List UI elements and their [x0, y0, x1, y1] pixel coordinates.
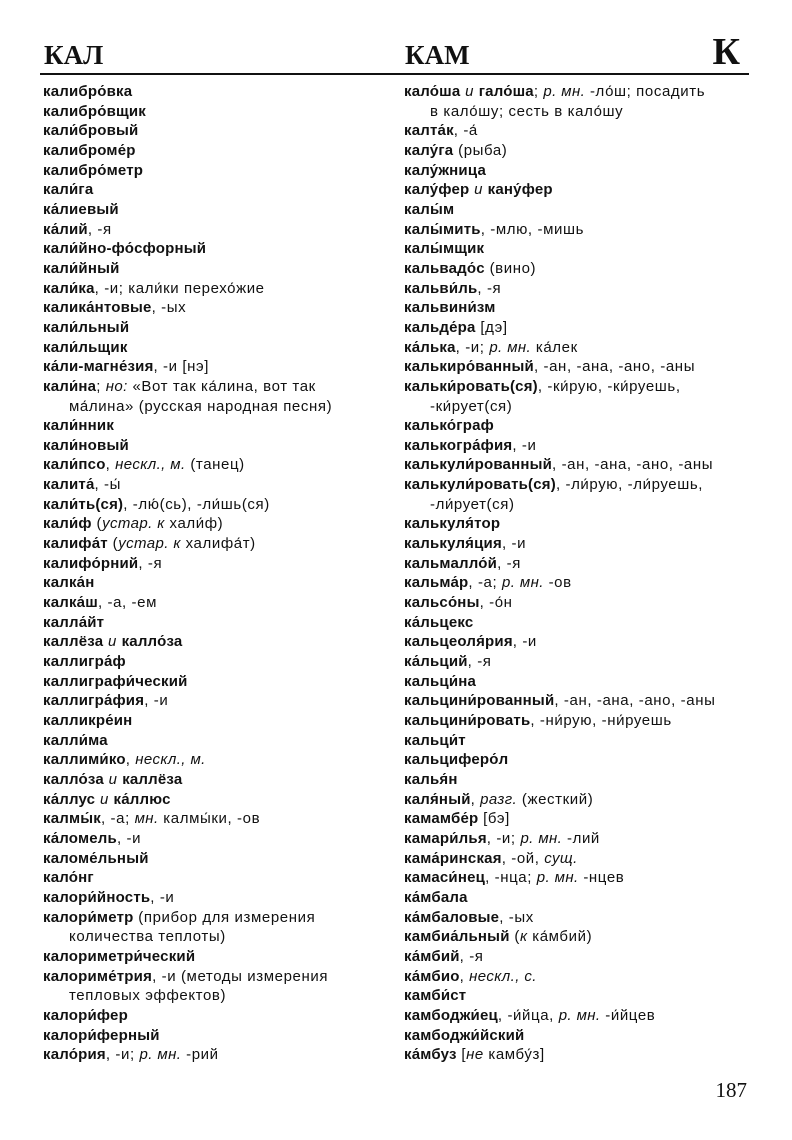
- headword: кальмалло́й: [404, 554, 498, 572]
- entry-text: «Вот так ка́лина, вот так: [127, 377, 316, 395]
- grammar-label: и: [108, 633, 117, 651]
- dictionary-entry: [43, 790, 393, 810]
- headword: кальцеоля́рия: [404, 633, 513, 651]
- entry-text: , -я: [467, 653, 492, 671]
- headword: кали́льный: [43, 318, 130, 336]
- dictionary-entry: [43, 121, 393, 141]
- entry-text: тепловых эффектов): [69, 987, 227, 1005]
- entry-text: , -и: [116, 829, 142, 847]
- grammar-label: нескл., м.: [115, 456, 186, 474]
- grammar-label: р. мн.: [536, 869, 579, 887]
- entry-text: халифа́т): [180, 535, 256, 553]
- headword: камбоджи́йский: [404, 1026, 525, 1044]
- headword: калли́ма: [43, 731, 108, 749]
- entry-text: , -ан, -ана, -ано, -аны: [552, 456, 714, 474]
- entry-text: -лий: [562, 829, 600, 847]
- dictionary-entry: [43, 102, 393, 122]
- entry-text: ;: [533, 83, 544, 100]
- entry-text: ;: [96, 377, 106, 395]
- dictionary-entry: [404, 180, 754, 200]
- entry-text: , -и [нэ]: [153, 358, 210, 376]
- entry-text: , -ой,: [501, 849, 545, 867]
- grammar-label: устар. к: [118, 535, 181, 553]
- headword: калика́нтовые: [43, 299, 152, 317]
- headword: кало́ша: [404, 83, 461, 100]
- headword: камби́ст: [404, 987, 467, 1005]
- entry-text: -ов: [543, 574, 572, 592]
- entry-text: , -ан, -ана, -ано, -аны: [533, 358, 696, 376]
- dictionary-entry: [43, 161, 393, 181]
- headword: гало́ша: [478, 83, 534, 100]
- headword: ка́ллус: [43, 790, 96, 808]
- headword: ка́мбий: [404, 947, 460, 965]
- headword: калу́жница: [404, 161, 486, 179]
- entry-text: , -я: [138, 554, 163, 572]
- headword: кальвадо́с: [404, 259, 485, 277]
- headword: каломе́льный: [43, 849, 149, 867]
- dictionary-entry: [404, 259, 754, 279]
- headword: кальде́ра: [404, 318, 476, 336]
- entry-text: , -я: [459, 947, 484, 965]
- entry-text: , -и;: [486, 829, 521, 847]
- headword: каллими́ко: [43, 751, 126, 769]
- entry-text: , -и (методы измерения: [152, 967, 329, 985]
- entry-text: камбу́з]: [483, 1046, 545, 1064]
- entry-text: -ло́ш; посадить: [585, 83, 706, 100]
- dictionary-entry: [43, 220, 393, 240]
- headword: калы́мить: [404, 220, 481, 238]
- dictionary-entry: [43, 1026, 393, 1046]
- dictionary-entry: [43, 632, 393, 652]
- dictionary-entry: [404, 750, 754, 770]
- dictionary-entry: [404, 573, 754, 593]
- dictionary-entry: [404, 849, 754, 869]
- dictionary-entry: [43, 849, 393, 869]
- dictionary-entry: [43, 298, 393, 318]
- entry-text: ,: [105, 456, 116, 474]
- dictionary-entry: [404, 161, 754, 181]
- entry-text: (рыба): [453, 141, 508, 159]
- headword: кали́йно-фо́сфорный: [43, 240, 207, 258]
- dictionary-entry: [43, 947, 393, 967]
- headword: калори́йность: [43, 888, 151, 906]
- dictionary-entry: [404, 652, 754, 672]
- dictionary-entry: [43, 593, 393, 613]
- headword: ка́лиевый: [43, 200, 119, 218]
- entry-text: , -ли́рую, -ли́руешь,: [555, 476, 704, 494]
- entry-text: , -и: [144, 692, 169, 710]
- headword: кальвини́зм: [404, 299, 496, 317]
- headword: кальсо́ны: [404, 594, 480, 612]
- dictionary-entry: [404, 967, 754, 987]
- entry-text: -рий: [181, 1046, 219, 1064]
- headword: ка́мбуз: [404, 1046, 457, 1064]
- grammar-label: и: [100, 790, 109, 808]
- headword: ка́льций: [404, 653, 468, 671]
- headword: калориметри́ческий: [43, 947, 196, 965]
- entry-text: в кало́шу; сесть в кало́шу: [430, 102, 624, 120]
- dictionary-entry: [404, 829, 754, 849]
- dictionary-entry: [43, 338, 393, 358]
- entry-text: -нцев: [578, 869, 625, 887]
- headword: кали́бровый: [43, 122, 139, 140]
- dictionary-entry: [43, 967, 393, 1006]
- entry-text: ка́мбий): [527, 928, 593, 946]
- headword: калориме́трия: [43, 967, 153, 985]
- headword: калори́ферный: [43, 1026, 160, 1044]
- entry-text: , -млю, -мишь: [480, 220, 585, 238]
- dictionary-entry: [404, 927, 754, 947]
- entry-text: , -и;: [105, 1046, 140, 1064]
- dictionary-entry: [43, 534, 393, 554]
- grammar-label: разг.: [480, 790, 518, 808]
- dictionary-entry: [43, 554, 393, 574]
- headword: калита́: [43, 476, 95, 494]
- headword: калья́н: [404, 770, 458, 788]
- entry-text: , -я: [477, 279, 502, 297]
- dictionary-entry: [43, 82, 393, 102]
- entry-text: калмы́ки, -ов: [158, 810, 261, 828]
- headword: кали́ка: [43, 279, 95, 297]
- headword: кану́фер: [487, 181, 553, 199]
- headword: кали́ть(ся): [43, 495, 124, 513]
- headword: калькули́рованный: [404, 456, 553, 474]
- headword: калько́граф: [404, 417, 494, 435]
- entry-text: -и́йцев: [600, 1006, 656, 1024]
- dictionary-entry: [43, 377, 393, 416]
- headword: калифа́т: [43, 535, 108, 553]
- entry-text: (: [107, 535, 119, 553]
- headword: камамбе́р: [404, 810, 479, 828]
- headword: калибро́метр: [43, 161, 144, 179]
- entry-text: (танец): [185, 456, 245, 474]
- dictionary-entry: [43, 1006, 393, 1026]
- dictionary-entry: [404, 809, 754, 829]
- dictionary-entry: [43, 888, 393, 908]
- dictionary-entry: [43, 416, 393, 436]
- grammar-label: и: [465, 83, 474, 100]
- headword: каллиграфи́ческий: [43, 672, 188, 690]
- headword: кальки́ровать(ся): [404, 377, 538, 395]
- dictionary-entry: [43, 279, 393, 299]
- entry-text: ,: [459, 967, 470, 985]
- headword: кали́новый: [43, 436, 129, 454]
- headword: калибро́вщик: [43, 102, 146, 120]
- entry-text: ка́лек: [531, 338, 578, 356]
- grammar-label: устар. к: [102, 515, 165, 533]
- headword: калькуля́тор: [404, 515, 501, 533]
- entry-text: ,: [470, 790, 481, 808]
- headword: кали́льщик: [43, 338, 128, 356]
- headword: ка́ли-магне́зия: [43, 358, 154, 376]
- headword: ка́ломель: [43, 829, 117, 847]
- entry-text: (прибор для измерения: [133, 908, 316, 926]
- headword: кальцини́рованный: [404, 692, 555, 710]
- dictionary-entry: [43, 829, 393, 849]
- headword: каллигра́ф: [43, 653, 126, 671]
- dictionary-entry: [404, 790, 754, 810]
- dictionary-entry: [43, 711, 393, 731]
- dictionary-entry: [404, 691, 754, 711]
- dictionary-entry: [404, 888, 754, 908]
- entry-text: [: [456, 1046, 467, 1064]
- headword: ка́лька: [404, 338, 456, 356]
- entry-text: , -ых: [151, 299, 187, 317]
- dictionary-entry: [43, 652, 393, 672]
- headword: кали́ф: [43, 515, 92, 533]
- dictionary-entry: [404, 514, 754, 534]
- grammar-label: р. мн.: [489, 338, 532, 356]
- dictionary-entry: [43, 475, 393, 495]
- entry-text: , -и;: [455, 338, 490, 356]
- headword: калибро́вка: [43, 83, 133, 100]
- headword: калькиро́ванный: [404, 358, 534, 376]
- dictionary-entry: [43, 672, 393, 692]
- headword: кальциферо́л: [404, 751, 509, 769]
- dictionary-entry: [43, 495, 393, 515]
- dictionary-entry: [404, 770, 754, 790]
- dictionary-entry: [404, 377, 754, 416]
- grammar-label: и: [108, 770, 118, 788]
- dictionary-entry: [43, 613, 393, 633]
- dictionary-entry: [404, 279, 754, 299]
- headword: калори́метр: [43, 908, 134, 926]
- headword: калка́н: [43, 574, 95, 592]
- entry-text: количества теплоты): [69, 928, 226, 946]
- dictionary-entry: [404, 632, 754, 652]
- headword: кали́на: [43, 377, 97, 395]
- dictionary-entry: [404, 613, 754, 633]
- grammar-label: нескл., м.: [135, 751, 206, 769]
- entry-text: [дэ]: [475, 318, 508, 336]
- entry-text: (вино): [484, 259, 537, 277]
- entry-text: -ли́рует(ся): [430, 495, 515, 513]
- dictionary-entry: [404, 200, 754, 220]
- grammar-label: сущ.: [544, 849, 578, 867]
- headword: ка́льцекс: [404, 613, 474, 631]
- entry-text: , -и: [501, 535, 527, 553]
- dictionary-entry: [43, 750, 393, 770]
- grammar-label: но:: [105, 377, 128, 395]
- entry-text: , -ых: [499, 908, 534, 926]
- dictionary-entry: [43, 868, 393, 888]
- headword: кама́ринская: [404, 849, 502, 867]
- dictionary-entry: [404, 416, 754, 436]
- headword: калмы́к: [43, 810, 101, 828]
- headword: ка́лий: [43, 220, 88, 238]
- entry-text: , -ан, -ана, -ано, -аны: [554, 692, 716, 710]
- dictionary-entry: [404, 593, 754, 613]
- grammar-label: р. мн.: [558, 1006, 601, 1024]
- dictionary-entry: [43, 514, 393, 534]
- entry-text: , -и́йца,: [497, 1006, 559, 1024]
- dictionary-entry: [404, 239, 754, 259]
- entry-text: ,: [125, 751, 136, 769]
- dictionary-entry: [404, 1045, 754, 1065]
- dictionary-entry: [404, 731, 754, 751]
- dictionary-entry: [404, 554, 754, 574]
- dictionary-entry: [404, 338, 754, 358]
- headword: калло́за: [121, 633, 183, 651]
- grammar-label: р. мн.: [520, 829, 563, 847]
- headword: калликре́ин: [43, 712, 133, 729]
- entry-text: , -и: [150, 888, 175, 906]
- headword: каллёза: [122, 770, 183, 788]
- entry-text: , -а́: [453, 122, 478, 140]
- headword: каллёза: [43, 633, 104, 651]
- headword: кальцини́ровать: [404, 712, 531, 729]
- dictionary-entry: [404, 318, 754, 338]
- headword: кали́псо: [43, 456, 106, 474]
- headword: ка́мбио: [404, 967, 460, 985]
- dictionary-entry: [404, 455, 754, 475]
- headword: кальма́р: [404, 574, 469, 592]
- running-head-first-word: КАЛ: [44, 40, 104, 70]
- dictionary-entry: [404, 220, 754, 240]
- entry-text: (жесткий): [517, 790, 594, 808]
- dictionary-entry: [43, 259, 393, 279]
- dictionary-entry: [404, 475, 754, 514]
- headword: камбоджи́ец: [404, 1006, 498, 1024]
- headword: калла́йт: [43, 613, 105, 631]
- entry-text: , -и: [512, 633, 537, 651]
- entry-text: хали́ф): [164, 515, 224, 533]
- headword: кало́нг: [43, 869, 94, 887]
- dictionary-entry: [404, 298, 754, 318]
- dictionary-entry: [43, 691, 393, 711]
- dictionary-entry: [43, 731, 393, 751]
- entry-text: , -ы́: [94, 476, 122, 494]
- dictionary-entry: [404, 908, 754, 928]
- dictionary-entry: [404, 1006, 754, 1026]
- entry-text: , -и: [512, 436, 537, 454]
- headword: калифо́рний: [43, 554, 139, 572]
- page-number: 187: [715, 1078, 747, 1102]
- entry-text: , -я: [497, 554, 521, 572]
- entry-text: , -ки́рую, -ки́руешь,: [537, 377, 681, 395]
- headword: калка́ш: [43, 594, 98, 612]
- headword: калькули́ровать(ся): [404, 476, 556, 494]
- headword: кало́рия: [43, 1046, 106, 1064]
- headword: калу́фер: [404, 181, 470, 199]
- headword: калта́к: [404, 122, 454, 140]
- dictionary-entry: [404, 986, 754, 1006]
- headword: кали́йный: [43, 259, 120, 277]
- dictionary-entry: [43, 200, 393, 220]
- grammar-label: р. мн.: [502, 574, 544, 592]
- section-letter: К: [712, 31, 740, 73]
- headword: кальци́т: [404, 731, 466, 749]
- dictionary-entry: [43, 318, 393, 338]
- entry-text: , -а;: [468, 574, 503, 592]
- headword: калу́га: [404, 141, 454, 159]
- grammar-label: к: [520, 928, 528, 946]
- dictionary-entry: [43, 1045, 393, 1065]
- entry-text: , -о́н: [479, 594, 513, 612]
- entry-text: , -ни́рую, -ни́руешь: [530, 712, 672, 729]
- headword: кальви́ль: [404, 279, 478, 297]
- right-column: [404, 82, 754, 1065]
- dictionary-entry: [43, 573, 393, 593]
- headword: камбиа́льный: [404, 928, 510, 946]
- dictionary-entry: [404, 357, 754, 377]
- left-column: [43, 82, 393, 1065]
- dictionary-entry: [404, 1026, 754, 1046]
- dictionary-entry: [43, 908, 393, 947]
- headword: калькогра́фия: [404, 436, 513, 454]
- dictionary-entry: [404, 82, 754, 121]
- headword: ка́мбала: [404, 888, 468, 906]
- dictionary-entry: [404, 436, 754, 456]
- entry-text: , -и; кали́ки перехо́жие: [94, 279, 265, 297]
- entry-text: (: [509, 928, 520, 946]
- headword: калы́мщик: [404, 240, 485, 258]
- headword: кали́га: [43, 181, 94, 199]
- headword: камаси́нец: [404, 869, 486, 887]
- grammar-label: р. мн.: [139, 1046, 182, 1064]
- dictionary-entry: [43, 357, 393, 377]
- grammar-label: мн.: [134, 810, 159, 828]
- headword: калори́фер: [43, 1006, 128, 1024]
- dictionary-entry: [404, 121, 754, 141]
- dictionary-entry: [43, 770, 393, 790]
- dictionary-entry: [43, 809, 393, 829]
- headword: кали́нник: [43, 417, 115, 435]
- entry-text: , -лю́(сь), -ли́шь(ся): [123, 495, 270, 513]
- entry-text: , -а, -ем: [97, 594, 157, 612]
- entry-text: [бэ]: [478, 810, 510, 828]
- dictionary-entry: [404, 868, 754, 888]
- entry-text: , -нца;: [485, 869, 537, 887]
- entry-text: , -а;: [101, 810, 135, 828]
- headword: калиброме́р: [43, 141, 136, 159]
- dictionary-entry: [43, 436, 393, 456]
- grammar-label: р. мн.: [543, 83, 586, 100]
- grammar-label: не: [466, 1046, 484, 1064]
- grammar-label: и: [474, 181, 483, 199]
- headword: кальци́на: [404, 672, 477, 690]
- dictionary-entry: [404, 947, 754, 967]
- dictionary-entry: [43, 239, 393, 259]
- entry-text: ма́лина» (русская народная песня): [69, 397, 333, 415]
- dictionary-entry: [43, 141, 393, 161]
- header-rule: [40, 73, 749, 75]
- headword: калы́м: [404, 200, 455, 218]
- headword: ка́ллюс: [113, 790, 171, 808]
- dictionary-entry: [43, 180, 393, 200]
- headword: ка́мбаловые: [404, 908, 500, 926]
- headword: каля́ный: [404, 790, 471, 808]
- headword: калькуля́ция: [404, 535, 502, 553]
- dictionary-entry: [404, 534, 754, 554]
- grammar-label: нескл., с.: [469, 967, 537, 985]
- headword: камари́лья: [404, 829, 487, 847]
- entry-text: (: [91, 515, 103, 533]
- dictionary-entry: [404, 141, 754, 161]
- headword: каллигра́фия: [43, 692, 145, 710]
- dictionary-entry: [404, 672, 754, 692]
- running-head-last-word: КАМ: [405, 40, 470, 70]
- entry-text: , -я: [87, 220, 112, 238]
- dictionary-entry: [43, 455, 393, 475]
- headword: калло́за: [43, 770, 104, 788]
- entry-text: -ки́рует(ся): [430, 397, 513, 415]
- dictionary-entry: [404, 711, 754, 731]
